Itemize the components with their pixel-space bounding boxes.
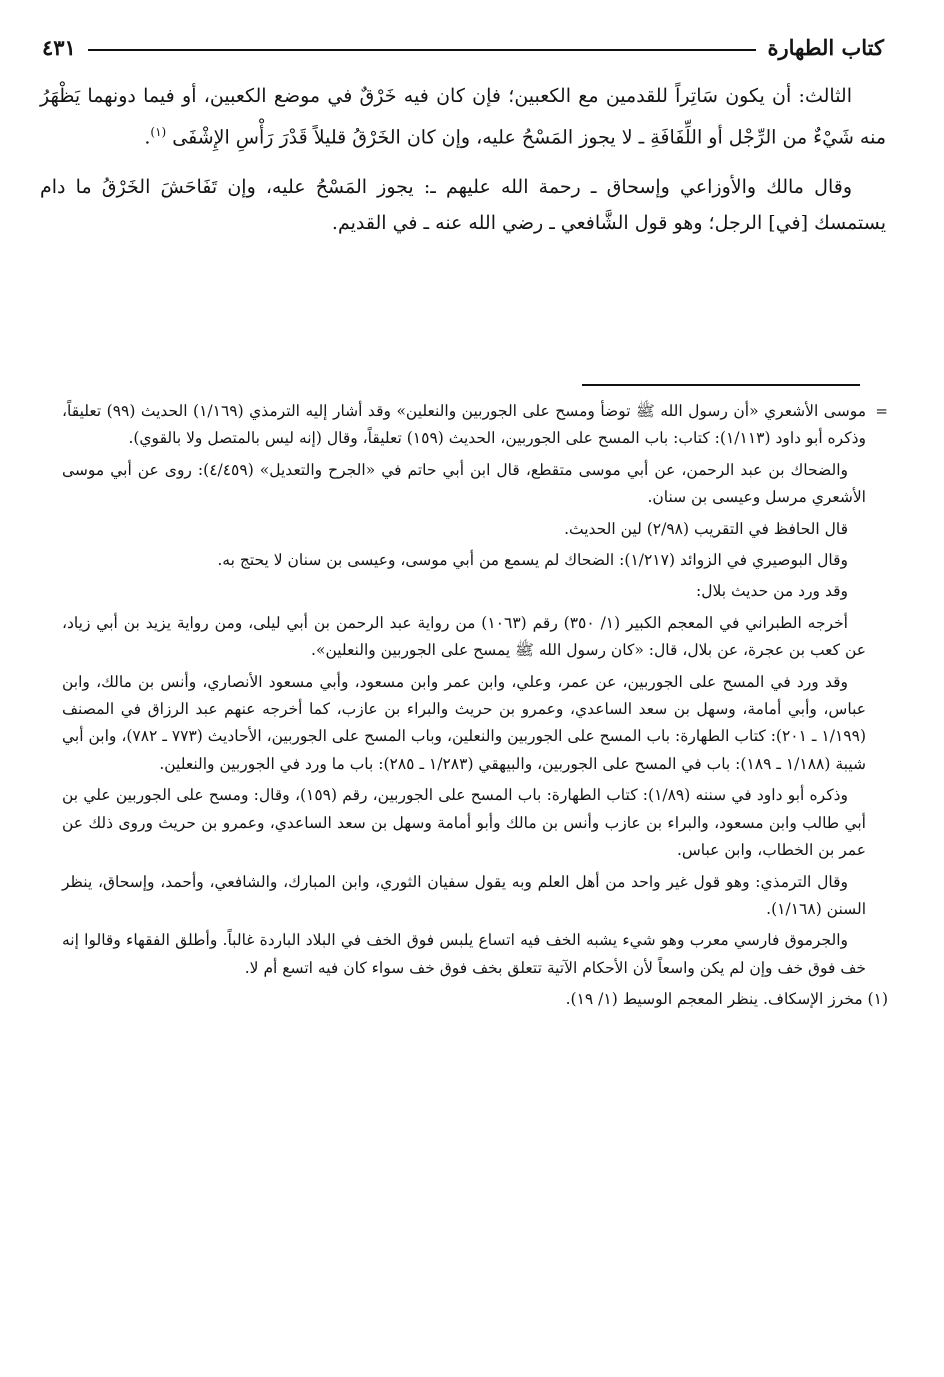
note-paragraph-8: وذكره أبو داود في سننه (١/٨٩): كتاب الطهارة: باب المسح على الجوربين، رقم (١٥٩)، وقال: ومسح على الجوربين علي بن أبي طالب وابن مسعود، والبراء بن عازب وأنس بن مالك وأبو أمامة وسهل بن سعد الساعدي، وعمرو بن حريث وروى ذلك عن عمر بن الخطاب، وابن عباس. xyxy=(62,786,866,860)
footnote-reference: (١) xyxy=(150,125,167,139)
note-paragraph-5: وقد ورد من حديث بلال: xyxy=(695,582,848,601)
note-paragraph-4: وقال البوصيري في الزوائد (١/٢١٧): الضحاك لم يسمع من أبي موسى، وعيسى بن سنان لا يحتج به. xyxy=(217,551,848,570)
running-header xyxy=(42,30,884,64)
note-paragraph-10: والجرموق فارسي معرب وهو شيء يشبه الخف فيه اتساع يلبس فوق الخف في البلاد الباردة غالباً. وأطلق الفقهاء وقالوا إنه خف فوق خف وإن لم يكن واسعاً لأن الأحكام الآتية تتعلق بخف فوق خف سواء كان فيه اتسع أم لا. xyxy=(62,931,866,977)
main-text xyxy=(40,78,886,255)
continuation-marker: = xyxy=(875,402,888,420)
note-paragraph-2: والضحاك بن عبد الرحمن، عن أبي موسى متقطع، قال ابن أبي حاتم في «الجرح والتعديل» (٤/٤٥٩): روى عن أبي موسى الأشعري مرسل وعيسى بن سنان. xyxy=(62,460,866,507)
main-paragraph-1: الثالث: أن يكون سَاتِراً للقدمين مع الكعبين؛ فإن كان فيه خَرْقٌ في موضع الكعبين، أو فيما دونهما يَظْهَرُ منه شَيْءٌ من الرِّجْل أو اللِّفَافَةِ ـ لا يجوز المَسْحُ عليه، وإن كان الخَرْقُ قليلاً قَدْرَ رَأْسِ الإِشْفَى $^{(١)}$. xyxy=(40,85,886,149)
chapter-title: كتاب الطهارة xyxy=(767,34,884,60)
footnote-separator xyxy=(582,384,860,386)
page-number: ٤٣١ xyxy=(42,34,76,60)
main-paragraph-2: وقال مالك والأوزاعي وإسحاق ـ رحمة الله عليهم ـ: يجوز المَسْحُ عليه، وإن تَفَاحَشَ الخَرْقُ ما دام يستمسك [في] الرجل؛ وهو قول الشَّافعي ـ رضي الله عنه ـ في القديم. xyxy=(40,176,886,235)
footnote-1: (١) مخرز الإسكاف. ينظر المعجم الوسيط (١/ ١٩). xyxy=(565,990,888,1009)
note-paragraph-9: وقال الترمذي: وهو قول غير واحد من أهل العلم وبه يقول سفيان الثوري، وابن المبارك، والشافعي، وأحمد، وإسحاق، ينظر السنن (١/١٦٨). xyxy=(62,872,866,918)
note-paragraph-6: أخرجه الطبراني في المعجم الكبير (١/ ٣٥٠) رقم (١٠٦٣) من رواية عبد الرحمن بن أبي ليلى، ومن رواية يزيد بن أبي زياد، عن كعب بن عجرة، عن بلال، قال: «كان رسول الله ﷺ يمسح على الجوربين والنعلين». xyxy=(62,613,866,660)
note-paragraph-7: وقد ورد في المسح على الجوربين، عن عمر، وعلي، وابن عمر وابن مسعود، وأبي مسعود الأنصاري، وأنس بن مالك، وابن عباس، وأبي أمامة، وسهل بن سعد الساعدي، وعمرو بن حريث والبراء بن عازب، كما أخرجه عنهم عبد الرزاق في المصنف (١/١٩٩ ـ ٢٠١): كتاب الطهارة: باب المسح على الجوربين والنعلين، وباب المسح على الجوربين، الأحاديث (٧٧٣ ـ ٧٨٢)، وابن أبي شيبة (١/١٨٨ ـ ١٨٩): باب في المسح على الجوربين، والبيهقي (١/٢٨٣ ـ ٢٨٥): باب ما ورد في الجوربين والنعلين. xyxy=(62,672,867,773)
note-paragraph-3: قال الحافظ في التقريب (٢/٩٨) لين الحديث. xyxy=(564,519,848,538)
footnotes xyxy=(62,398,888,1018)
header-rule xyxy=(88,49,756,51)
note-paragraph-1: = موسى الأشعري «أن رسول الله ﷺ توضأ ومسح على الجوربين والنعلين» وقد أشار إليه الترمذي (١/١٦٩) الحديث (٩٩) تعليقاً، وذكره أبو داود (١/١١٣): كتاب: باب المسح على الجوربين، الحديث (١٥٩) تعليقاً، وقال (إنه ليس بالمتصل ولا بالقوي). xyxy=(62,398,866,453)
